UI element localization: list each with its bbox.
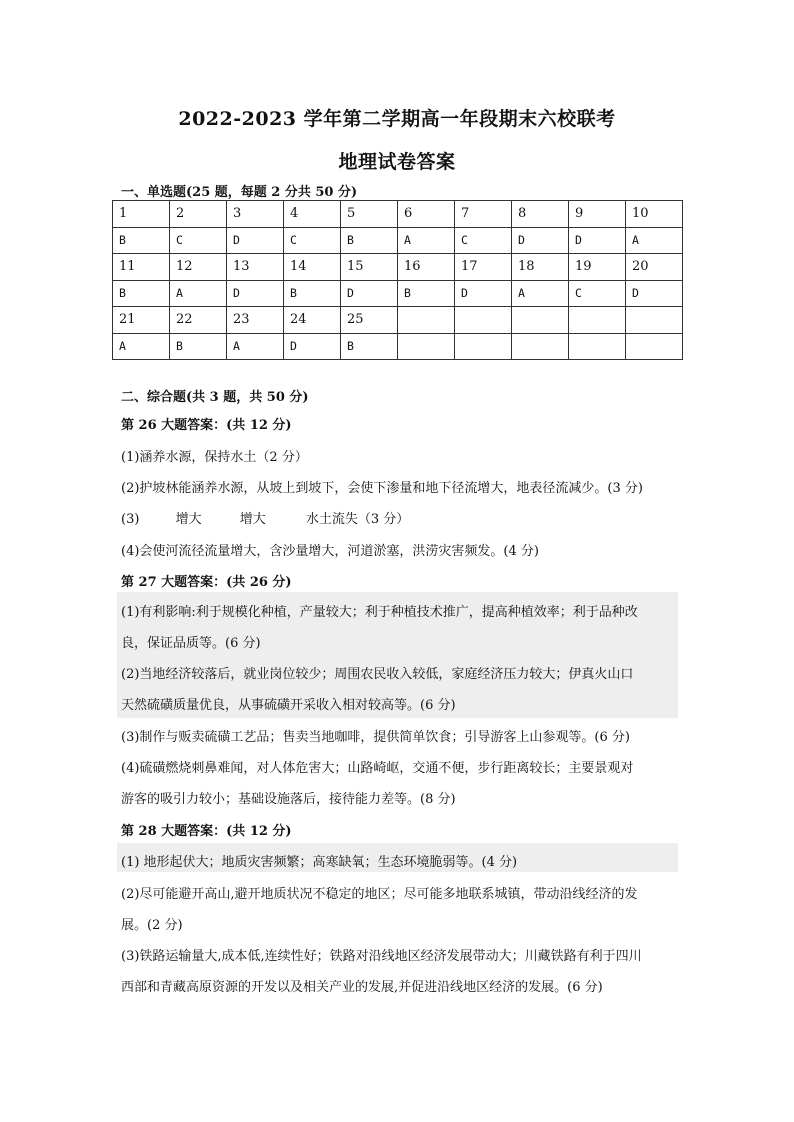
answer-letter-cell: A xyxy=(227,333,284,360)
q27-answer-1-line2: 良，保证品质等。(6 分) xyxy=(121,636,261,651)
answer-letter-cell: B xyxy=(284,280,341,307)
q26-answer-3-blank3: 水土流失（3 分） xyxy=(305,512,410,527)
answer-letter-cell: D xyxy=(569,227,626,254)
q27-answer-4-line1: (4)硫磺燃烧刺鼻难闻，对人体危害大；山路崎岖，交通不便，步行距离较长；主要景观对 xyxy=(121,761,634,776)
q28-answer-2-line2: 展。(2 分) xyxy=(121,918,183,933)
answer-letter-cell xyxy=(569,333,626,360)
section1-heading: 一、单选题(25 题，每题 2 分共 50 分) xyxy=(121,185,358,200)
q27-answer-1-line1: (1)有利影响:利于规模化种植，产量较大；利于种植技术推广，提高种植效率；利于品种改 xyxy=(121,605,638,620)
answer-letter-cell: D xyxy=(284,333,341,360)
question-number-cell: 6 xyxy=(398,201,455,228)
q28-answer-1: (1) 地形起伏大；地质灾害频繁；高寒缺氧；生态环境脆弱等。(4 分) xyxy=(121,855,518,870)
question-number-cell: 1 xyxy=(113,201,170,228)
question-number-cell: 18 xyxy=(512,254,569,281)
answer-letter-cell: B xyxy=(341,333,398,360)
question-number-cell: 16 xyxy=(398,254,455,281)
answer-letter-cell: D xyxy=(227,280,284,307)
answer-letter-cell: A xyxy=(512,280,569,307)
question-number-cell: 10 xyxy=(626,201,683,228)
question-number-cell: 17 xyxy=(455,254,512,281)
q26-heading: 第 26 大题答案：(共 12 分) xyxy=(121,418,292,433)
question-number-cell: 8 xyxy=(512,201,569,228)
q28-answer-3-line2: 西部和青藏高原资源的开发以及相关产业的发展,并促进沿线地区经济的发展。(6 分) xyxy=(121,980,603,995)
question-number-cell xyxy=(455,307,512,334)
question-number-cell xyxy=(626,307,683,334)
q27-answer-2-line1: (2)当地经济较落后，就业岗位较少；周围农民收入较低，家庭经济压力较大；伊真火山口 xyxy=(121,667,634,682)
answer-letter-cell: C xyxy=(569,280,626,307)
q26-answer-2: (2)护坡林能涵养水源，从坡上到坡下，会使下渗量和地下径流增大，地表径流减少。(3 分) xyxy=(121,481,643,496)
q26-answer-3 xyxy=(121,508,409,527)
answer-letter-cell xyxy=(455,333,512,360)
question-number-cell: 3 xyxy=(227,201,284,228)
question-number-cell: 20 xyxy=(626,254,683,281)
q27-answer-3: (3)制作与贩卖硫磺工艺品；售卖当地咖啡，提供简单饮食；引导游客上山参观等。(6 分) xyxy=(121,730,630,745)
question-number-row xyxy=(113,254,683,281)
question-number-cell: 5 xyxy=(341,201,398,228)
question-number-cell: 12 xyxy=(170,254,227,281)
document-title: 2022-2023 学年第二学期高一年段期末六校联考 xyxy=(178,108,616,130)
q28-heading: 第 28 大题答案：(共 12 分) xyxy=(121,824,292,839)
answer-letter-row xyxy=(113,280,683,307)
question-number-cell: 14 xyxy=(284,254,341,281)
q26-answer-1: (1)涵养水源，保持水土（2 分） xyxy=(121,450,308,465)
question-number-cell: 24 xyxy=(284,307,341,334)
question-number-cell: 22 xyxy=(170,307,227,334)
answer-table xyxy=(112,200,683,360)
question-number-cell xyxy=(569,307,626,334)
q26-answer-3-blank2: 增大 xyxy=(239,512,266,527)
question-number-cell xyxy=(512,307,569,334)
question-number-cell: 13 xyxy=(227,254,284,281)
answer-letter-cell: D xyxy=(455,280,512,307)
question-number-cell: 21 xyxy=(113,307,170,334)
q26-answer-3-label: (3) xyxy=(121,512,140,527)
answer-letter-row xyxy=(113,333,683,360)
answer-letter-cell: B xyxy=(170,333,227,360)
answer-letter-cell: A xyxy=(113,333,170,360)
answer-letter-row xyxy=(113,227,683,254)
answer-letter-cell: A xyxy=(626,227,683,254)
question-number-cell: 25 xyxy=(341,307,398,334)
answer-letter-cell: D xyxy=(341,280,398,307)
answer-letter-cell: D xyxy=(512,227,569,254)
q27-heading: 第 27 大题答案：(共 26 分) xyxy=(121,575,292,590)
q26-answer-3-blank1: 增大 xyxy=(175,512,202,527)
question-number-cell: 7 xyxy=(455,201,512,228)
answer-letter-cell xyxy=(398,333,455,360)
question-number-cell: 4 xyxy=(284,201,341,228)
document-subtitle: 地理试卷答案 xyxy=(338,151,456,173)
q27-answer-2-line2: 天然硫磺质量优良，从事硫磺开采收入相对较高等。(6 分) xyxy=(121,698,456,713)
question-number-row xyxy=(113,307,683,334)
answer-letter-cell: C xyxy=(455,227,512,254)
question-number-cell: 2 xyxy=(170,201,227,228)
question-number-cell: 15 xyxy=(341,254,398,281)
answer-letter-cell: C xyxy=(170,227,227,254)
q26-answer-4: (4)会使河流径流量增大，含沙量增大，河道淤塞，洪涝灾害频发。(4 分) xyxy=(121,544,539,559)
question-number-cell xyxy=(398,307,455,334)
answer-letter-cell: A xyxy=(170,280,227,307)
question-number-cell: 9 xyxy=(569,201,626,228)
q28-answer-3-line1: (3)铁路运输量大,成本低,连续性好；铁路对沿线地区经济发展带动大；川藏铁路有利于四川 xyxy=(121,949,642,964)
section2-heading: 二、综合题(共 3 题，共 50 分) xyxy=(121,390,309,405)
answer-letter-cell: B xyxy=(398,280,455,307)
question-number-cell: 23 xyxy=(227,307,284,334)
answer-letter-cell xyxy=(626,333,683,360)
answer-letter-cell: B xyxy=(113,280,170,307)
answer-letter-cell: B xyxy=(341,227,398,254)
question-number-row xyxy=(113,201,683,228)
answer-letter-cell: A xyxy=(398,227,455,254)
q28-answer-2-line1: (2)尽可能避开高山,避开地质状况不稳定的地区；尽可能多地联系城镇，带动沿线经济的发 xyxy=(121,887,638,902)
answer-letter-cell xyxy=(512,333,569,360)
question-number-cell: 11 xyxy=(113,254,170,281)
q27-answer-4-line2: 游客的吸引力较小；基础设施落后，接待能力差等。(8 分) xyxy=(121,792,456,807)
question-number-cell: 19 xyxy=(569,254,626,281)
answer-letter-cell: D xyxy=(227,227,284,254)
answer-letter-cell: D xyxy=(626,280,683,307)
answer-letter-cell: B xyxy=(113,227,170,254)
answer-letter-cell: C xyxy=(284,227,341,254)
